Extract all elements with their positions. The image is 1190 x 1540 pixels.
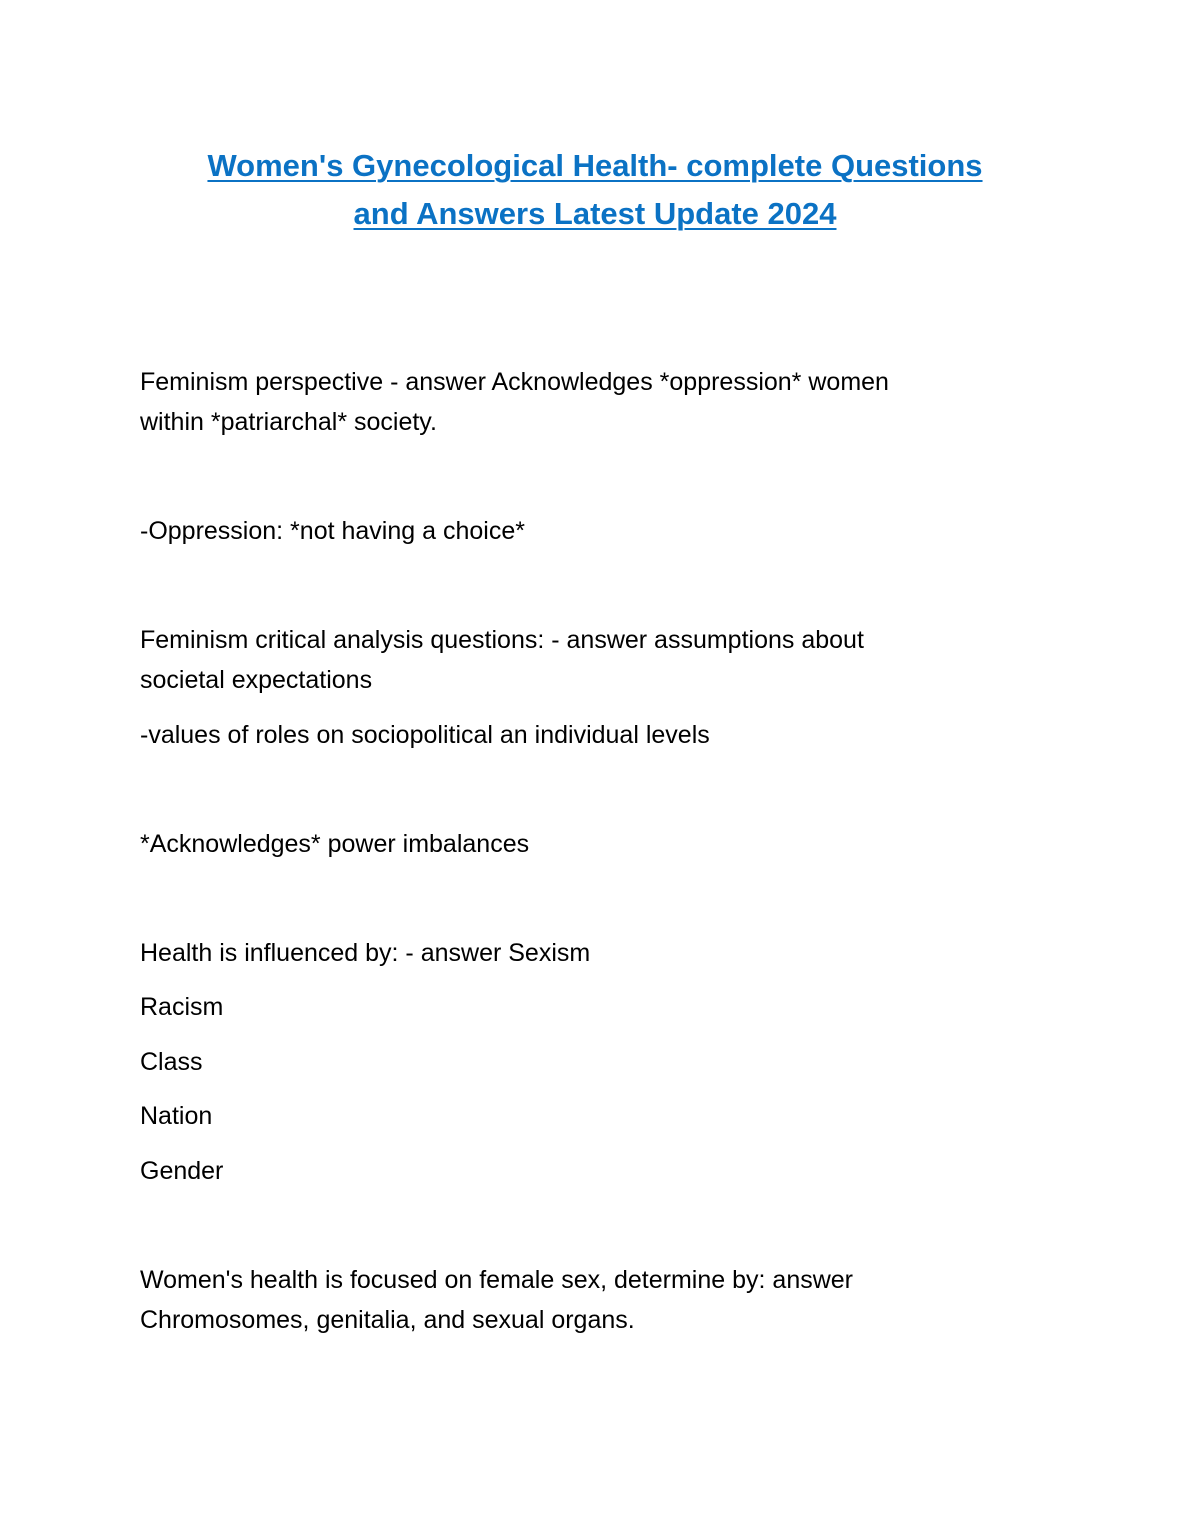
text-line: Health is influenced by: - answer Sexism [140, 939, 591, 967]
text-line: *Acknowledges* power imbalances [140, 830, 530, 858]
text-line: Feminism critical analysis questions: - answer assumptions about [140, 626, 864, 654]
text-line: -values of roles on sociopolitical an individual levels [140, 721, 710, 749]
text-line: Feminism perspective - answer Acknowledges *oppression* women [140, 368, 889, 396]
text-line: societal expectations [140, 666, 373, 694]
document-title [120, 142, 1070, 238]
text-line: within *patriarchal* society. [140, 408, 437, 436]
text-line: Gender [140, 1157, 224, 1185]
text-line: Class [140, 1048, 203, 1076]
text-line: Nation [140, 1102, 213, 1130]
text-line: Racism [140, 993, 224, 1021]
text-line: Women's health is focused on female sex, determine by: answer [140, 1266, 854, 1294]
title-line-1: Women's Gynecological Health- complete Questions [207, 148, 983, 183]
text-line: -Oppression: *not having a choice* [140, 517, 525, 545]
text-line: Chromosomes, genitalia, and sexual organs. [140, 1306, 635, 1334]
title-line-2: and Answers Latest Update 2024 [353, 196, 837, 231]
